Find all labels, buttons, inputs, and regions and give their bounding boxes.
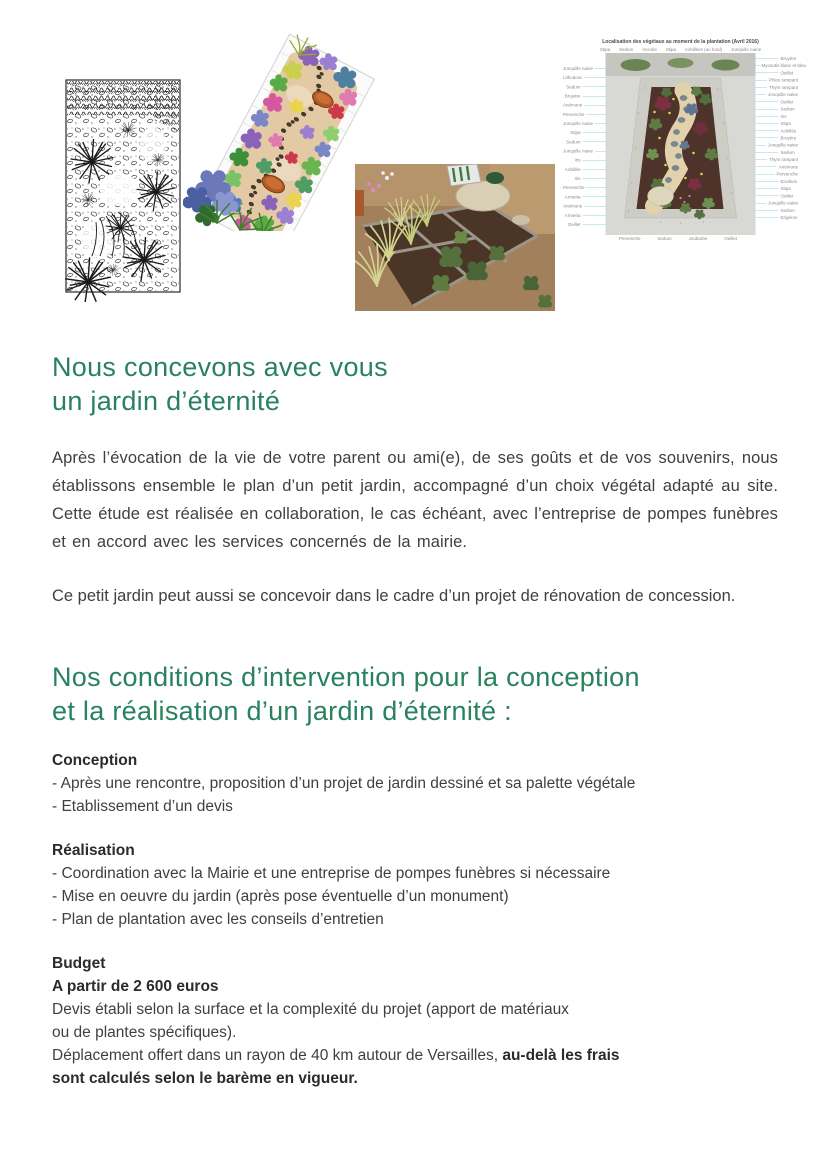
list-item: Erigéron: [756, 215, 799, 220]
list-item: Iris: [756, 114, 799, 119]
list-item: Joubarbe: [688, 236, 708, 241]
list-item: Phlox rampant: [756, 78, 799, 83]
list-item: Sedum: [563, 139, 606, 144]
list-item: Erodium: [756, 179, 799, 184]
budget-block: [52, 952, 778, 1090]
planting-work-photo-image: [355, 164, 555, 311]
list-item: - Après une rencontre, proposition d’un projet de jardin dessiné et sa palette végétale: [52, 775, 636, 792]
list-item: Anémone: [563, 204, 606, 209]
list-item: Oeillet: [563, 222, 606, 227]
budget-line: Devis établi selon la surface et la complexité du projet (apport de matériaux: [52, 1001, 569, 1018]
budget-line: ou de plantes spécifiques).: [52, 1024, 237, 1041]
list-item: Thym rampant: [756, 157, 799, 162]
list-item: Pervenche: [563, 112, 606, 117]
conception-title: Conception: [52, 752, 138, 769]
list-item: Oeillet: [756, 193, 799, 198]
list-item: Jonquille naine: [563, 121, 606, 126]
heading-line: Nos conditions d’intervention pour la conception: [52, 662, 640, 692]
renovation-paragraph: Ce petit jardin peut aussi se concevoir dans le cadre d’un projet de rénovation de concession.: [52, 587, 736, 605]
list-item: - Coordination avec la Mairie et une entreprise de pompes funèbres si nécessaire: [52, 865, 611, 882]
list-item: Stipa: [599, 47, 611, 52]
realisation-items: [52, 862, 778, 931]
heading-line: et la réalisation d’un jardin d’éternité :: [52, 696, 512, 726]
heading-line: un jardin d’éternité: [52, 386, 281, 416]
conception-block: [52, 749, 778, 818]
list-item: Bruyère: [563, 94, 606, 99]
list-item: - Mise en oeuvre du jardin (après pose éventuelle d’un monument): [52, 888, 509, 905]
list-item: Jonquille naine: [756, 92, 799, 97]
diagram-labels-top: [596, 46, 766, 53]
budget-line-bold: sont calculés selon le barème en vigueur.: [52, 1070, 358, 1087]
budget-title: Budget: [52, 955, 106, 972]
garden-plan-sketch-image: [58, 70, 190, 302]
realisation-title: Réalisation: [52, 842, 135, 859]
list-item: Stipa: [756, 121, 799, 126]
list-item: Sedum: [756, 208, 799, 213]
diagram-labels-right: [756, 53, 807, 235]
list-item: Sedum: [619, 47, 634, 52]
list-item: Pervenche: [756, 172, 799, 177]
list-item: Iris: [563, 176, 606, 181]
intro-paragraph: Après l’évocation de la vie de votre parent ou ami(e), de ses goûts et de vos souvenirs, nous établissons ensemble le plan d’un petit jardin, accompagné d’un choix végétal adapté au site. Cette étude est réalisée en collaboration, le cas échéant, avec l’entreprise de pompes funèbres et en accord avec les services concernés de la mairie.: [52, 449, 778, 551]
section1-heading: [52, 350, 778, 418]
list-item: Pervenche: [618, 236, 641, 241]
list-item: Achillées (au fond): [684, 47, 723, 52]
list-item: Oeillet: [724, 236, 738, 241]
list-item: Sedum: [756, 150, 799, 155]
heading-line: Nous concevons avec vous: [52, 352, 388, 382]
list-item: Jonquille naine: [756, 143, 799, 148]
list-item: Jonquille naine: [731, 47, 762, 52]
list-item: Thym rampant: [756, 85, 799, 90]
list-item: Stipa: [756, 186, 799, 191]
list-item: Ancolie: [642, 47, 657, 52]
list-item: Bruyère: [756, 56, 799, 61]
budget-price: A partir de 2 600 euros: [52, 978, 219, 995]
list-item: Sedum: [756, 107, 799, 112]
list-item: Myosotis blanc et bleu: [756, 63, 799, 68]
list-item: - Etablissement d’un devis: [52, 798, 233, 815]
list-item: Jonquille naine: [563, 66, 606, 71]
page-content: [52, 350, 778, 1090]
list-item: Stipa: [665, 47, 677, 52]
list-item: Armeria: [563, 194, 606, 199]
list-item: - Plan de plantation avec les conseils d’entretien: [52, 911, 384, 928]
diagram-photo: [606, 53, 756, 235]
diagram-labels-bottom: [611, 235, 746, 242]
section2-heading: [52, 660, 778, 728]
budget-line-normal: Déplacement offert dans un rayon de 40 km autour de Versailles,: [52, 1047, 503, 1064]
list-item: Lithodora: [563, 75, 606, 80]
diagram-labels-left: [563, 53, 606, 235]
list-item: Bruyère: [756, 135, 799, 140]
list-item: Oeillet: [756, 99, 799, 104]
list-item: Armeria: [563, 213, 606, 218]
list-item: Pervenche: [563, 185, 606, 190]
budget-line: [52, 1044, 778, 1067]
budget-line-bold: au-delà les frais: [502, 1047, 620, 1064]
list-item: Sedum: [563, 84, 606, 89]
list-item: Achillée: [756, 128, 799, 133]
list-item: Sedum: [657, 236, 672, 241]
list-item: Iris: [563, 158, 606, 163]
plant-location-diagram: [563, 38, 807, 248]
list-item: Achillée: [563, 167, 606, 172]
list-item: Oeillet: [756, 70, 799, 75]
list-item: Stipa: [563, 130, 606, 135]
list-item: Anémone: [756, 164, 799, 169]
conception-items: [52, 772, 778, 818]
list-item: Jonquille naine: [756, 201, 799, 206]
list-item: Anémone: [563, 103, 606, 108]
list-item: Jonquille naine: [563, 149, 606, 154]
realisation-block: [52, 839, 778, 931]
diagram-title: Localisation des végétaux au moment de la plantation (Avril 2016): [602, 39, 759, 45]
